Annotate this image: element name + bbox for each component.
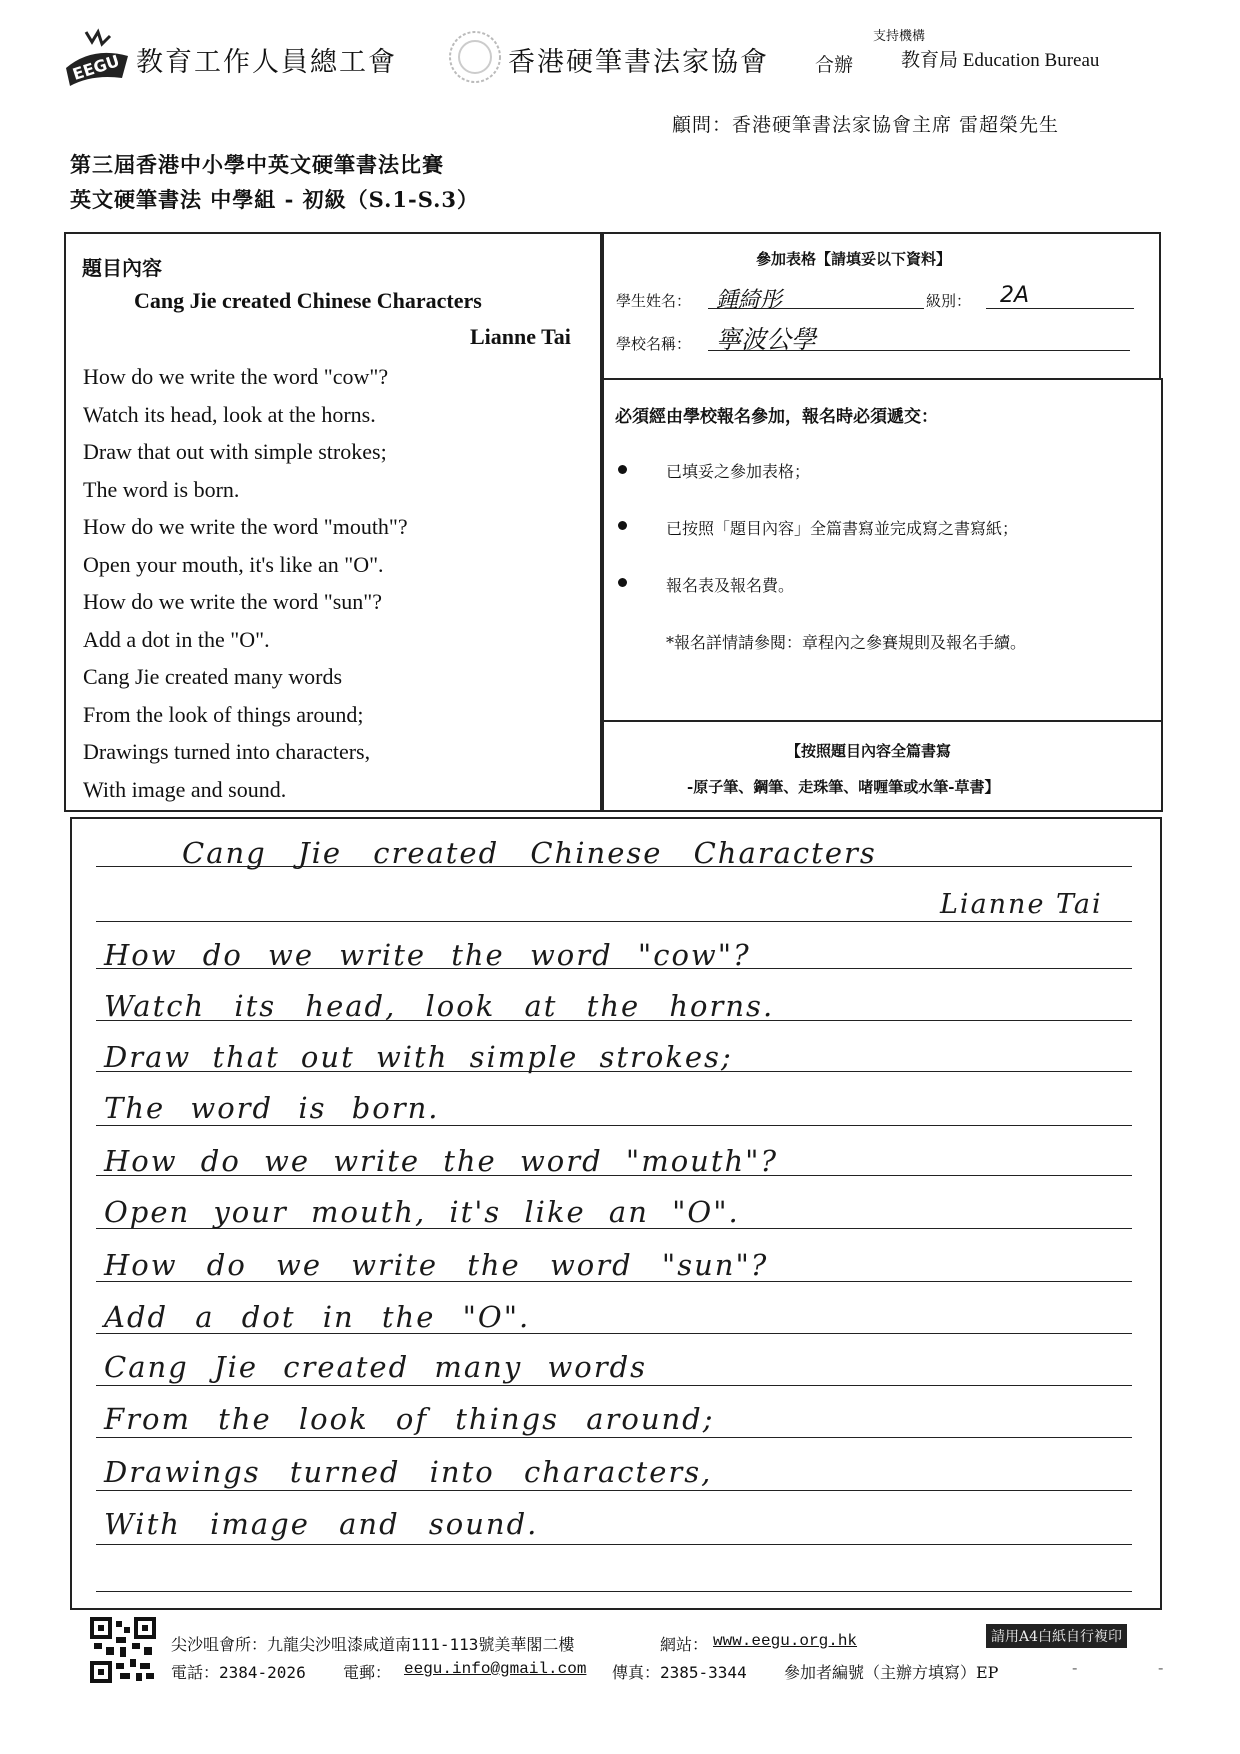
bullet-icon bbox=[618, 578, 627, 587]
hkcpc-seal bbox=[446, 28, 504, 86]
handwritten-author: Lianne Tai bbox=[940, 889, 1103, 920]
footer-email-label: 電郵： bbox=[343, 1663, 392, 1682]
footer-fax: 傳真：2385-3344 bbox=[612, 1663, 747, 1682]
participant-number-dash: - bbox=[1072, 1658, 1078, 1677]
bullet-icon bbox=[618, 521, 627, 530]
footer-website-link[interactable]: www.eegu.org.hk bbox=[713, 1632, 858, 1650]
footer-website-label: 網站： bbox=[660, 1635, 709, 1654]
handwritten-line: Watch its head, look at the horns. bbox=[104, 989, 775, 1023]
handwritten-line: The word is born. bbox=[104, 1091, 440, 1125]
advisor-text: 顧問：香港硬筆書法家協會主席 雷超榮先生 bbox=[672, 114, 1060, 136]
ruled-line bbox=[96, 1544, 1132, 1545]
topic-line: How do we write the word "sun"? bbox=[83, 589, 383, 614]
eegu-logo-text: EEGU bbox=[70, 51, 122, 84]
org-hkcpc-name: 香港硬筆書法家協會 bbox=[508, 47, 769, 78]
requirement-item: 已填妥之參加表格； bbox=[666, 462, 811, 481]
handwritten-line: How do we write the word "sun"? bbox=[104, 1248, 769, 1282]
student-name-label: 學生姓名： bbox=[616, 292, 692, 310]
handwritten-line: With image and sound. bbox=[104, 1507, 539, 1541]
handwritten-line: Add a dot in the "O". bbox=[104, 1300, 531, 1334]
handwritten-line: Draw that out with simple strokes; bbox=[104, 1040, 733, 1074]
requirement-item: 報名表及報名費。 bbox=[666, 576, 795, 595]
participant-number-dash: - bbox=[1158, 1658, 1164, 1677]
ruled-line bbox=[96, 1125, 1132, 1126]
instructions-line1: 【按照題目內容全篇書寫 bbox=[786, 742, 952, 760]
school-value: 寧波公學 bbox=[716, 325, 817, 354]
topic-line: Drawings turned into characters, bbox=[83, 739, 371, 764]
topic-line: The word is born. bbox=[83, 477, 240, 502]
school-label: 學校名稱： bbox=[616, 335, 692, 353]
competition-title: 第三屆香港中小學中英文硬筆書法比賽 bbox=[70, 152, 444, 177]
competition-category: 英文硬筆書法 中學組 - 初級（S.1-S.3） bbox=[70, 187, 480, 212]
topic-title: Cang Jie created Chinese Characters bbox=[134, 288, 482, 313]
topic-line: From the look of things around; bbox=[83, 702, 364, 727]
topic-line: Add a dot in the "O". bbox=[83, 627, 270, 652]
footer-address: 尖沙咀會所：九龍尖沙咀漆咸道南111-113號美華閣二樓 bbox=[171, 1635, 575, 1654]
topic-line: Draw that out with simple strokes; bbox=[83, 439, 387, 464]
handwritten-line: How do we write the word "cow"? bbox=[104, 938, 751, 972]
instructions-box bbox=[600, 720, 1163, 812]
class-value: 2A bbox=[1000, 283, 1030, 308]
handwritten-line: How do we write the word "mouth"? bbox=[104, 1144, 779, 1178]
requirements-heading: 必須經由學校報名參加，報名時必須遞交： bbox=[615, 407, 938, 427]
ruled-line bbox=[96, 1490, 1132, 1491]
student-name-value: 鍾綺彤 bbox=[716, 288, 783, 313]
topic-heading: 題目內容 bbox=[82, 256, 162, 280]
handwritten-line: Drawings turned into characters, bbox=[104, 1455, 713, 1489]
qr-code bbox=[90, 1617, 156, 1683]
topic-line: How do we write the word "mouth"? bbox=[83, 514, 408, 539]
footer-phone: 電話：2384-2026 bbox=[171, 1663, 306, 1682]
ruled-line bbox=[96, 1591, 1132, 1592]
co-organized-label: 合辦 bbox=[815, 54, 854, 76]
topic-line: How do we write the word "cow"? bbox=[83, 364, 389, 389]
handwritten-line: From the look of things around; bbox=[104, 1402, 715, 1436]
print-note-badge: 請用A4白紙自行複印 bbox=[986, 1624, 1127, 1648]
topic-line: Open your mouth, it's like an "O". bbox=[83, 552, 384, 577]
topic-line: With image and sound. bbox=[83, 777, 287, 802]
topic-line: Watch its head, look at the horns. bbox=[83, 402, 376, 427]
requirements-note: *報名詳情請參閱：章程內之參賽規則及報名手續。 bbox=[666, 633, 1027, 652]
eegu-logo bbox=[62, 28, 134, 88]
ruled-line bbox=[96, 1437, 1132, 1438]
class-field[interactable] bbox=[986, 308, 1134, 309]
edb-name: 教育局 Education Bureau bbox=[901, 50, 1100, 71]
handwritten-line: Open your mouth, it's like an "O". bbox=[104, 1195, 740, 1229]
requirements-box bbox=[600, 378, 1163, 722]
bullet-icon bbox=[618, 465, 627, 474]
topic-author: Lianne Tai bbox=[470, 324, 571, 349]
handwritten-title: Cang Jie created Chinese Characters bbox=[182, 836, 877, 870]
ruled-line bbox=[96, 921, 1132, 922]
class-label: 級別： bbox=[926, 292, 972, 310]
footer-email-link[interactable]: eegu.info@gmail.com bbox=[404, 1660, 587, 1678]
instructions-line2: -原子筆、鋼筆、走珠筆、啫喱筆或水筆-草書】 bbox=[687, 778, 1000, 796]
participant-number-label: 參加者編號（主辦方填寫）EP bbox=[784, 1663, 999, 1682]
topic-line: Cang Jie created many words bbox=[83, 664, 343, 689]
ruled-line bbox=[96, 1385, 1132, 1386]
seal-icon bbox=[446, 28, 504, 86]
handwritten-line: Cang Jie created many words bbox=[104, 1350, 648, 1384]
qr-code-icon bbox=[90, 1617, 156, 1683]
requirement-item: 已按照「題目內容」全篇書寫並完成寫之書寫紙； bbox=[666, 519, 1019, 538]
org-eegu-name: 教育工作人員總工會 bbox=[136, 47, 397, 78]
supported-by-label: 支持機構 bbox=[873, 29, 926, 44]
form-heading: 參加表格【請填妥以下資料】 bbox=[756, 250, 952, 268]
